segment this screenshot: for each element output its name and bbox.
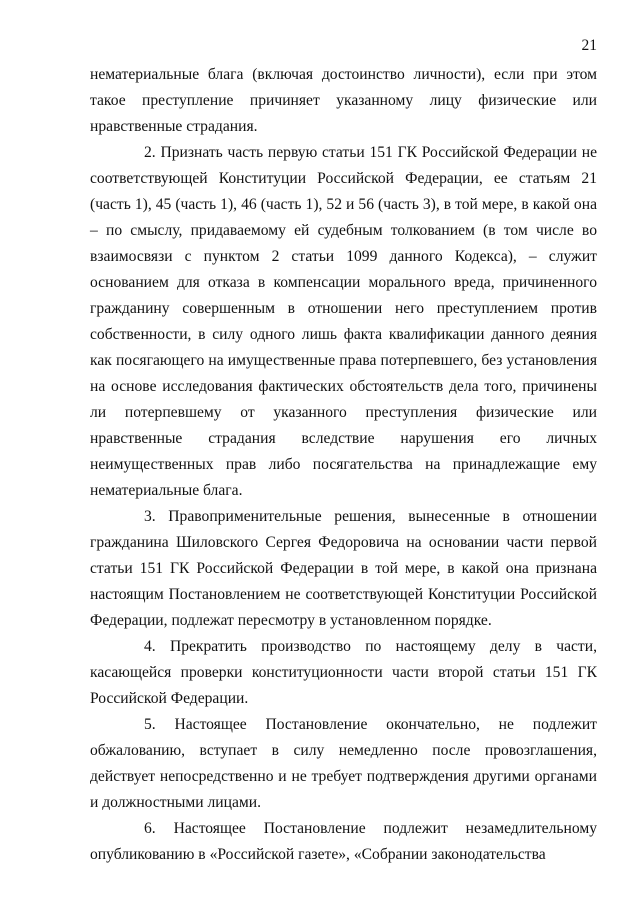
paragraph-continuation: нематериальные блага (включая достоинство личности), если при этом такое преступление причиняет указанному лицу физические или нравственные страдания. (90, 66, 597, 135)
paragraph-item-5: 5. Настоящее Постановление окончательно, не подлежит обжалованию, вступает в силу немедленно после провозглашения, действует непосредственно и не требует подтверждения другими органами и должностными лицами. (90, 716, 597, 811)
paragraph-item-6: 6. Настоящее Постановление подлежит незамедлительному опубликованию в «Российской газете», «Собрании законодательства (90, 820, 597, 863)
document-body (90, 62, 597, 868)
paragraph-item-3: 3. Правоприменительные решения, вынесенные в отношении гражданина Шиловского Сергея Федоровича на основании части первой статьи 151 ГК Российской Федерации в той мере, в какой она признана настоящим Постановлением не соответствующей Конституции Российской Федерации, подлежат пересмотру в установленном порядке. (90, 508, 597, 629)
paragraph-item-2: 2. Признать часть первую статьи 151 ГК Российской Федерации не соответствующей Конституции Российской Федерации, ее статьям 21 (часть 1), 45 (часть 1), 46 (часть 1), 52 и 56 (часть 3), в той мере, в какой она – по смыслу, придаваемому ей судебным толкованием (в том числе во взаимосвязи с пунктом 2 статьи 1099 данного Кодекса), – служит основанием для отказа в компенсации морального вреда, причиненного гражданину совершенным в отношении него преступлением против собственности, в силу одного лишь факта квалификации данного деяния как посягающего на имущественные права потерпевшего, без установления на основе исследования фактических обстоятельств дела того, причинены ли потерпевшему от указанного преступления физические или нравственные страдания вследствие нарушения его личных неимущественных прав либо посягательства на принадлежащие ему нематериальные блага. (90, 144, 597, 499)
paragraph-item-4: 4. Прекратить производство по настоящему делу в части, касающейся проверки конституционности части второй статьи 151 ГК Российской Федерации. (90, 638, 597, 707)
page-number: 21 (581, 37, 597, 54)
